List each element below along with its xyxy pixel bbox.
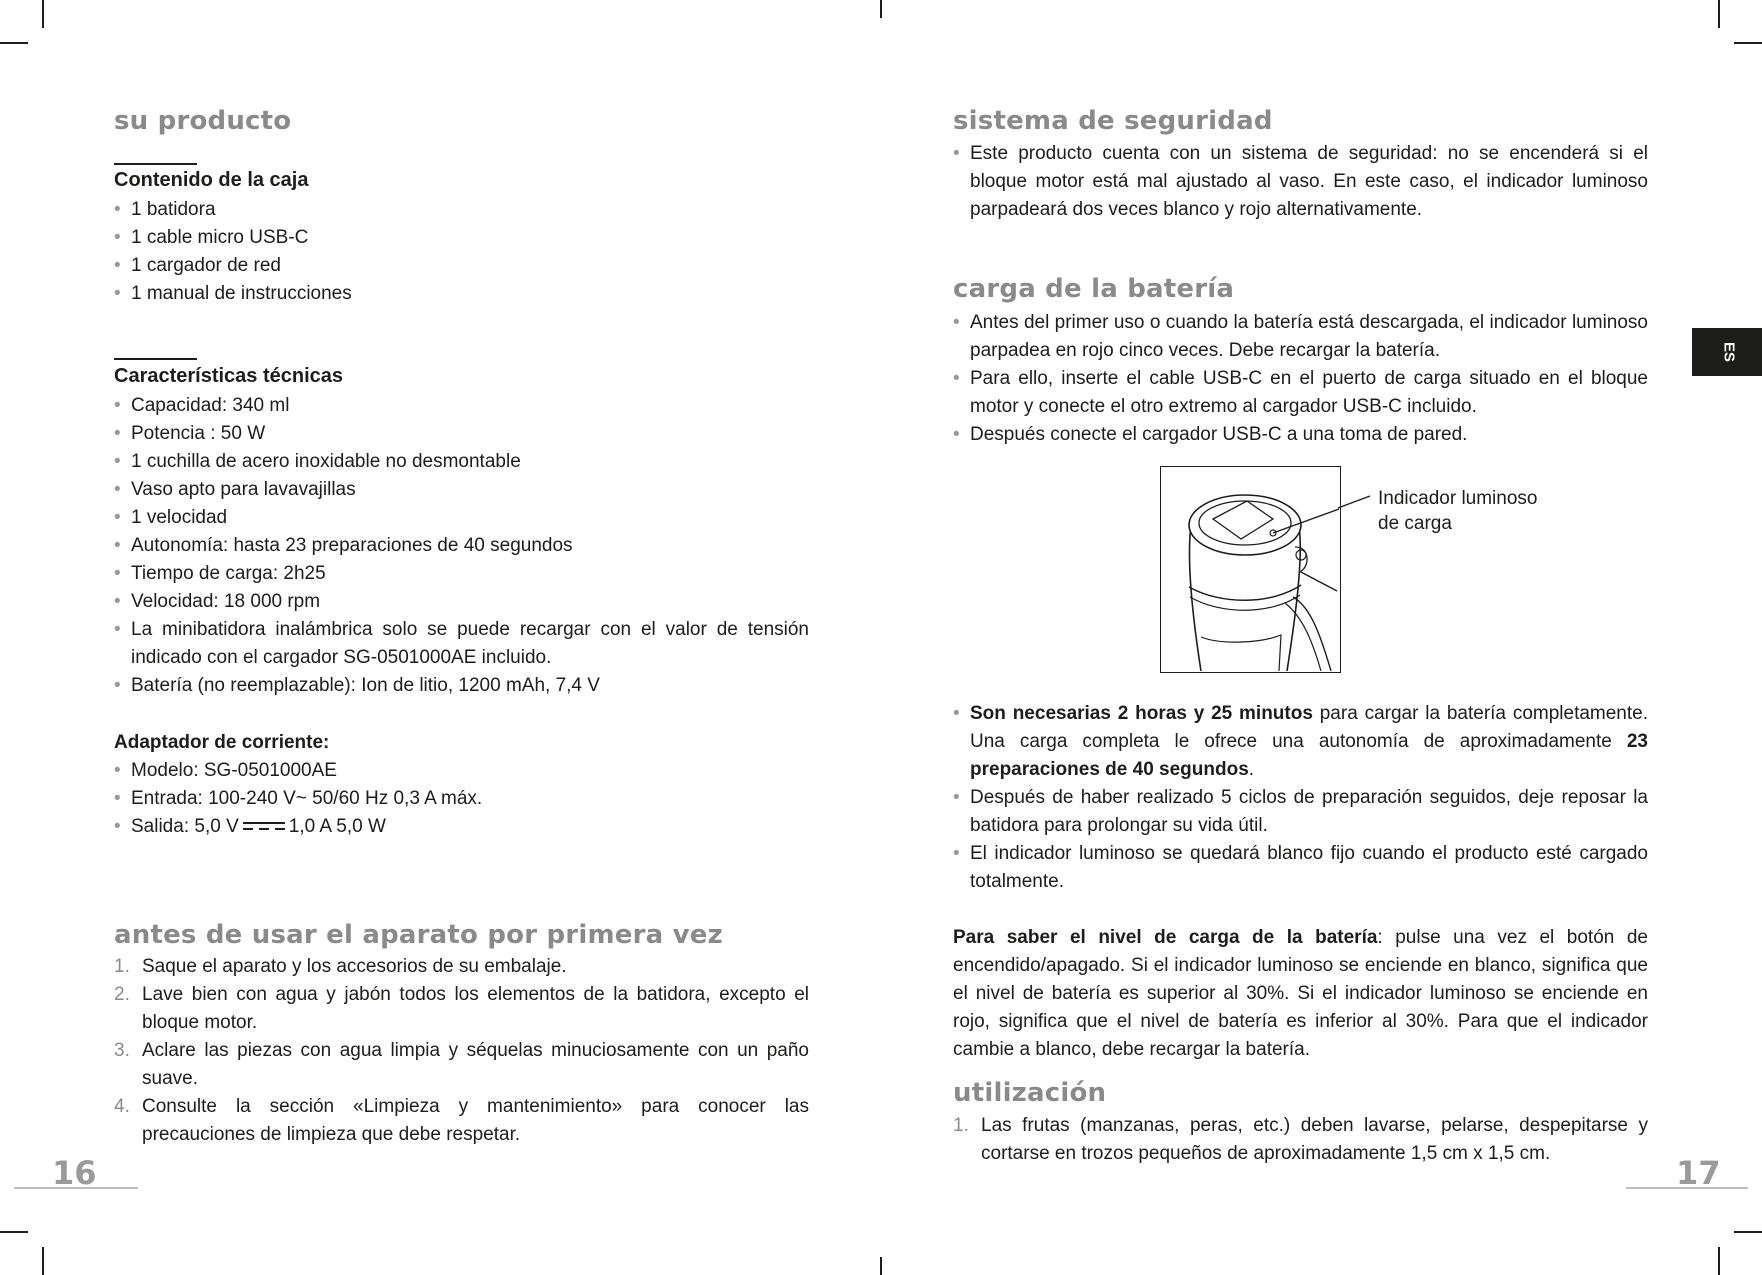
charging-info-list: [953, 700, 1648, 896]
list-item: • El indicador luminoso se quedará blanco fijo cuando el producto esté cargado totalmente.: [953, 840, 1648, 896]
list-item: • Este producto cuenta con un sistema de seguridad: no se encenderá si el bloque motor está mal ajustado al vaso. En este caso, el indicador luminoso parpadeará dos veces blanco y rojo alternativamente.: [953, 140, 1648, 224]
safety-list: [953, 140, 1648, 224]
crop-mark: [42, 1247, 44, 1275]
tech-specs-list: [114, 392, 809, 700]
step-number: 1.: [953, 1115, 969, 1136]
page-number-left: 16: [52, 1154, 97, 1192]
crop-mark: [1718, 1247, 1720, 1275]
battery-level-paragraph: [953, 924, 1648, 1064]
list-item: • Autonomía: hasta 23 preparaciones de 40 segundos: [114, 532, 809, 560]
adapter-list: [114, 757, 809, 841]
figure-label-line: de carga: [1378, 513, 1452, 534]
dc-symbol-icon: [243, 820, 285, 834]
list-item: • Vaso apto para lavavajillas: [114, 476, 809, 504]
list-item: • Capacidad: 340 ml: [114, 392, 809, 420]
step-item: [114, 981, 809, 1037]
list-item: [953, 700, 1648, 784]
list-item: • Para ello, inserte el cable USB-C en el puerto de carga situado en el bloque motor y conecte el otro extremo al cargador USB-C incluido.: [953, 365, 1648, 421]
usage-title: utilización: [953, 1078, 1107, 1108]
step-item: [114, 953, 809, 981]
figure-label: [1378, 486, 1537, 536]
crop-mark: [880, 0, 882, 18]
battery-level-text: : pulse una vez el botón de encendido/apagado. Si el indicador luminoso se enciende en blanco, significa que el nivel de batería es superior al 30%. Si el indicador luminoso se enciende en rojo, significa que el nivel de batería es inferior al 30%. Para que el indicador cambie a blanco, debe recargar la batería.: [953, 927, 1648, 1060]
list-item: • 1 manual de instrucciones: [114, 280, 814, 308]
charge-autonomy-bold: 23 preparaciones de 40 segundos: [970, 731, 1648, 780]
charge-time-text: para cargar la batería completamente. Una carga completa le ofrece una autonomía de aproximadamente: [970, 703, 1648, 752]
crop-mark: [0, 42, 28, 44]
battery-level-bold: Para saber el nivel de carga de la batería: [953, 927, 1378, 948]
crop-mark: [0, 1231, 28, 1233]
figure-label-line: Indicador luminoso: [1378, 488, 1538, 509]
step-text: Consulte la sección «Limpieza y mantenimiento» para conocer las precauciones de limpieza que debe respetar.: [142, 1096, 809, 1145]
product-title: su producto: [114, 106, 292, 136]
list-item: • Modelo: SG-0501000AE: [114, 757, 809, 785]
safety-title: sistema de seguridad: [953, 106, 1273, 136]
step-text: Aclare las piezas con agua limpia y séquelas minuciosamente con un paño suave.: [142, 1040, 809, 1089]
list-item: • Velocidad: 18 000 rpm: [114, 588, 809, 616]
output-label: Salida: 5,0 V: [131, 816, 239, 837]
list-item: • 1 cuchilla de acero inoxidable no desmontable: [114, 448, 809, 476]
step-number: 1.: [114, 956, 130, 977]
step-text: Las frutas (manzanas, peras, etc.) deben lavarse, pelarse, despepitarse y cortarse en trozos pequeños de aproximadamente 1,5 cm x 1,5 cm.: [981, 1115, 1648, 1164]
crop-mark: [1734, 42, 1762, 44]
crop-mark: [1734, 1231, 1762, 1233]
list-item: • 1 cargador de red: [114, 252, 814, 280]
box-contents-list: [114, 196, 814, 308]
language-tab: [1692, 328, 1762, 376]
list-item: • Antes del primer uso o cuando la batería está descargada, el indicador luminoso parpadea en rojo cinco veces. Debe recargar la batería.: [953, 309, 1648, 365]
first-use-steps: [114, 953, 809, 1149]
output-value: 1,0 A 5,0 W: [288, 816, 386, 837]
step-number: 2.: [114, 984, 130, 1005]
list-item: • Después de haber realizado 5 ciclos de preparación seguidos, deje reposar la batidora para prolongar su vida útil.: [953, 784, 1648, 840]
list-item: • 1 cable micro USB-C: [114, 224, 814, 252]
crop-mark: [42, 0, 44, 28]
language-tab-label: ES: [1720, 341, 1738, 363]
list-item: • Batería (no reemplazable): Ion de litio, 1200 mAh, 7,4 V: [114, 672, 809, 700]
step-text: Lave bien con agua y jabón todos los elementos de la batidora, excepto el bloque motor.: [142, 984, 809, 1033]
charging-list: [953, 309, 1648, 449]
crop-mark: [880, 1257, 882, 1275]
list-item: • Tiempo de carga: 2h25: [114, 560, 809, 588]
list-item: • 1 batidora: [114, 196, 814, 224]
adapter-heading: Adaptador de corriente:: [114, 732, 330, 753]
list-item: • Después conecte el cargador USB-C a una toma de pared.: [953, 421, 1648, 449]
divider: [114, 358, 197, 360]
step-text: Saque el aparato y los accesorios de su embalaje.: [142, 956, 567, 977]
divider: [114, 163, 197, 165]
step-number: 4.: [114, 1096, 130, 1117]
tech-specs-heading: Características técnicas: [114, 365, 344, 387]
step-item: [953, 1112, 1648, 1168]
list-item: • Potencia : 50 W: [114, 420, 809, 448]
list-item: • 1 velocidad: [114, 504, 809, 532]
charge-time-bold: Son necesarias 2 horas y 25 minutos: [970, 703, 1313, 724]
charging-title: carga de la batería: [953, 274, 1235, 304]
list-item: • La minibatidora inalámbrica solo se puede recargar con el valor de tensión indicado con el cargador SG-0501000AE incluido.: [114, 616, 809, 672]
step-item: [114, 1093, 809, 1149]
page-number-right: 17: [1676, 1154, 1721, 1192]
step-item: [114, 1037, 809, 1093]
list-item: • Entrada: 100-240 V~ 50/60 Hz 0,3 A máx.: [114, 785, 809, 813]
step-number: 3.: [114, 1040, 130, 1061]
usage-steps: [953, 1112, 1648, 1168]
blender-illustration: [1161, 467, 1339, 671]
box-contents-heading: Contenido de la caja: [114, 169, 309, 191]
list-item: [114, 813, 809, 841]
crop-mark: [1718, 0, 1720, 28]
charging-figure: [1160, 466, 1341, 673]
first-use-title: antes de usar el aparato por primera vez: [114, 920, 723, 950]
charge-time-end: .: [1248, 759, 1255, 780]
